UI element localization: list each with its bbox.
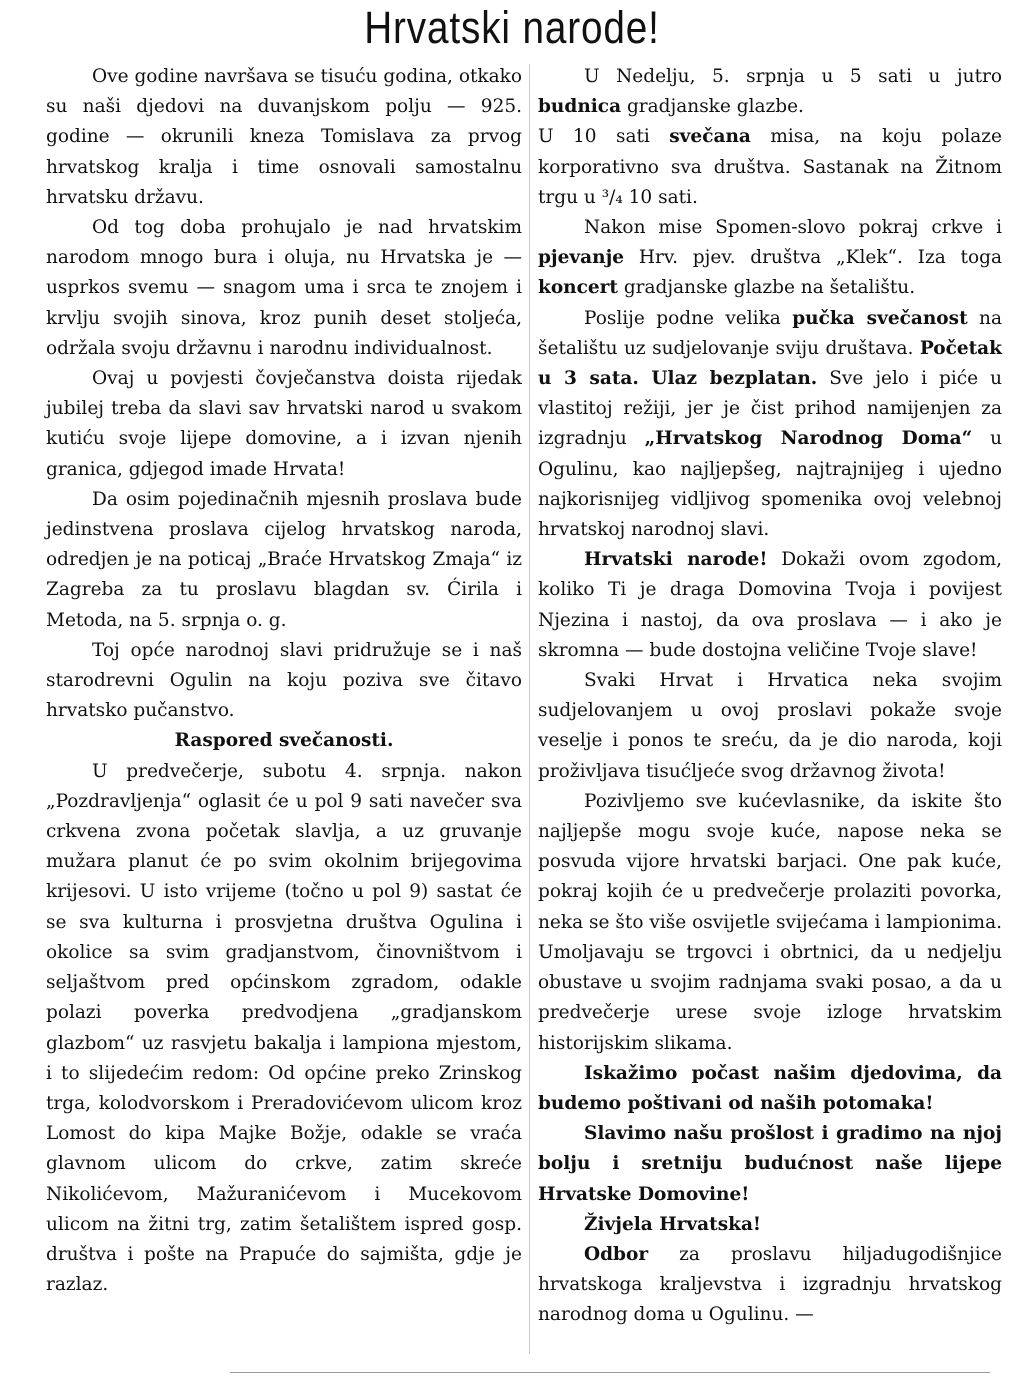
start-time-bold: Početak u 3 sata. Ulaz bezplatan. (538, 337, 1002, 390)
paragraph-committee (538, 1240, 1002, 1331)
paragraph-every-croat: Svaki Hrvat i Hrvatica neka svojim sudjelovanjem u ovoj proslavi pokaže svoje veselje i ponos te sreću, da je dio naroda, koji proživljava tisućljeće svog državnog života! (538, 670, 1002, 782)
paragraph-ogulin: Toj opće narodnoj slavi pridružuje se i naš starodrevni Ogulin na koju poziva sve čitavo hrvatsko pučanstvo. (46, 639, 522, 722)
afternoon-text-2: na šetalištu uz sudjelovanje sviju društava. (538, 307, 1002, 359)
afternoon-text-4: u Ogulinu, kao najljepšeg, najtrajnijeg i ujedno najkorisnijeg vidljivog spomenika ovoj velebnoj hrvatskoj narodnoj slavi. (538, 428, 1002, 541)
schedule-heading: Raspored svečanosti. (174, 730, 394, 752)
folk-fest-bold: pučka svečanost (792, 307, 968, 329)
afternoon-text-3: Sve jelo i piće u vlastitoj režiji, jer je čist prihod namijenjen za izgradnju (538, 368, 1002, 450)
paragraph-celebration-date: Da osim pojedinačnih mjesnih proslava bude jedinstvena proslava cijelog hrvatskog naroda, odredjen je na poticaj „Braće Hrvatskog Zmaja“ iz Zagreba za tu proslavu blagdan sv. Ćirila i Metoda, na 5. srpnja o. g. (46, 488, 522, 631)
paragraph-house-owners: Pozivljemo sve kućevlasnike, da iskite što najljepše mogu svoje kuće, napose neka se posvuda vijore hrvatski barjaci. One pak kuće, pokraj kojih će u predvečerje prolaziti povorka, neka se što više osvijetle svijećama i lampionima. Umoljavaju se trgovci i obrtnici, da u nedjelju obustave u svojim radnjama svaki posao, a da u predvečerje urese svoje izloge hrvatskim historijskim slikama. (538, 790, 1002, 1054)
paragraph-eve-program: U predvečerje, subotu 4. srpnja. nakon „Pozdravljenja“ oglasit će u pol 9 sati navečer sva crkvena zvona početak slavlja, a uz gruvanje mužara planut će po svim okolnim brijegovima krijesovi. U isto vrijeme (točno u pol 9) sastat će se sva kulturna i prosvjetna društva Ogulina i okolice sa svim gradjanstvom, činovništvom i seljaštvom pred općinskom zgradom, odakle polazi poverka predvodjena „gradjanskom glazbom“ uz rasvjetu bakalja i lampiona mjestom, i to slijedećim redom: Od općine preko Zrinskog trga, kolodvorskom i Preradovićevom ulicom kroz Lomost do kipa Majke Božje, odakle se vraća glavnom ulicom do crkve, zatim skreće Nikolićevom, Mažuranićevom i Mucekovom ulicom na žitni trg, zatim šetalištem ispred gosp. društva i pošte na Prapuće do sajmišta, gdje je razlaz. (46, 760, 522, 1296)
concert-text: gradjanske glazbe na šetalištu. (623, 277, 916, 299)
singing-bold: pjevanje (538, 247, 625, 269)
paragraph-celebrate-past: Slavimo našu prošlost i gradimo na njoj bolju i sretniju budućnost naše lijepe Hrvatske Domovine! (538, 1123, 1002, 1205)
paragraph-appeal (538, 545, 1002, 666)
mass-bold: svečana (669, 126, 751, 148)
choir-text: Hrv. pjev. društva „Klek“. Iza toga (638, 247, 1002, 269)
column-divider (529, 64, 530, 1354)
appeal-text: Dokaži ovom zgodom, koliko Ti je draga Domovina Tvoja i povijest Njezina i nastoj, da ova proslava — i ako je skromna — bude dostojna veličine Tvoje slave! (538, 549, 1002, 661)
right-column (538, 62, 1002, 1331)
paragraph-intro: Ove godine navršava se tisuću godina, otkako su naši djedovi na duvanjskom polju — 925. godine — okrunili kneza Tomislava za prvog hrvatskog kralja i time osnovali samostalnu hrvatsku državu. (46, 66, 522, 208)
paragraph-sunday-morning (538, 62, 1002, 122)
mass-text: misa, na koju polaze korporativno sva društva. Sastanak na Žitnom trgu u ³/₄ 10 sati. (538, 126, 1002, 208)
afternoon-text: Poslije podne velika (584, 307, 781, 329)
committee-text: za proslavu hiljadugodišnjice hrvatskoga kraljevstva i izgradnju hrvatskog narodnog doma u Ogulinu. — (538, 1243, 1002, 1326)
national-home-bold: „Hrvatskog Narodnog Doma“ (644, 428, 973, 450)
mass-time: U 10 sati (538, 126, 650, 148)
page-title: Hrvatski narode! (364, 2, 660, 53)
paragraph-after-mass (538, 213, 1002, 304)
paragraph-honor-ancestors: Iskažimo počast našim djedovima, da budemo poštivani od naših potomaka! (538, 1062, 1002, 1114)
band-text: gradjanske glazbe. (626, 96, 804, 118)
bottom-rule (230, 1372, 990, 1373)
paragraph-mass (538, 122, 1002, 213)
after-mass-text: Nakon mise Spomen-slovo pokraj crkve i (584, 217, 1002, 239)
left-column (46, 62, 522, 1300)
concert-bold: koncert (538, 277, 618, 299)
appeal-bold: Hrvatski narode! (584, 549, 768, 571)
paragraph-afternoon (538, 304, 1002, 546)
committee-bold: Odbor (584, 1243, 649, 1265)
paragraph-history: Od tog doba prohujalo je nad hrvatskim narodom mnogo bura i oluja, nu Hrvatska je — usprkos svemu — snagom uma i srca te znojem i krvlju svojih sinova, kroz punih deset stoljeća, održala svoju državnu i narodnu individualnost. (46, 217, 522, 359)
sunday-text: U Nedelju, 5. srpnja u 5 sati u jutro (584, 66, 1002, 87)
paragraph-jubilee: Ovaj u povjesti čovječanstva doista rijedak jubilej treba da slavi sav hrvatski narod u svakom kutiću svoje lijepe domovine, a i izvan njenih granica, gdjegod imade Hrvata! (46, 368, 522, 480)
budnica-bold: budnica (538, 96, 622, 118)
paragraph-long-live: Živjela Hrvatska! (584, 1213, 762, 1235)
